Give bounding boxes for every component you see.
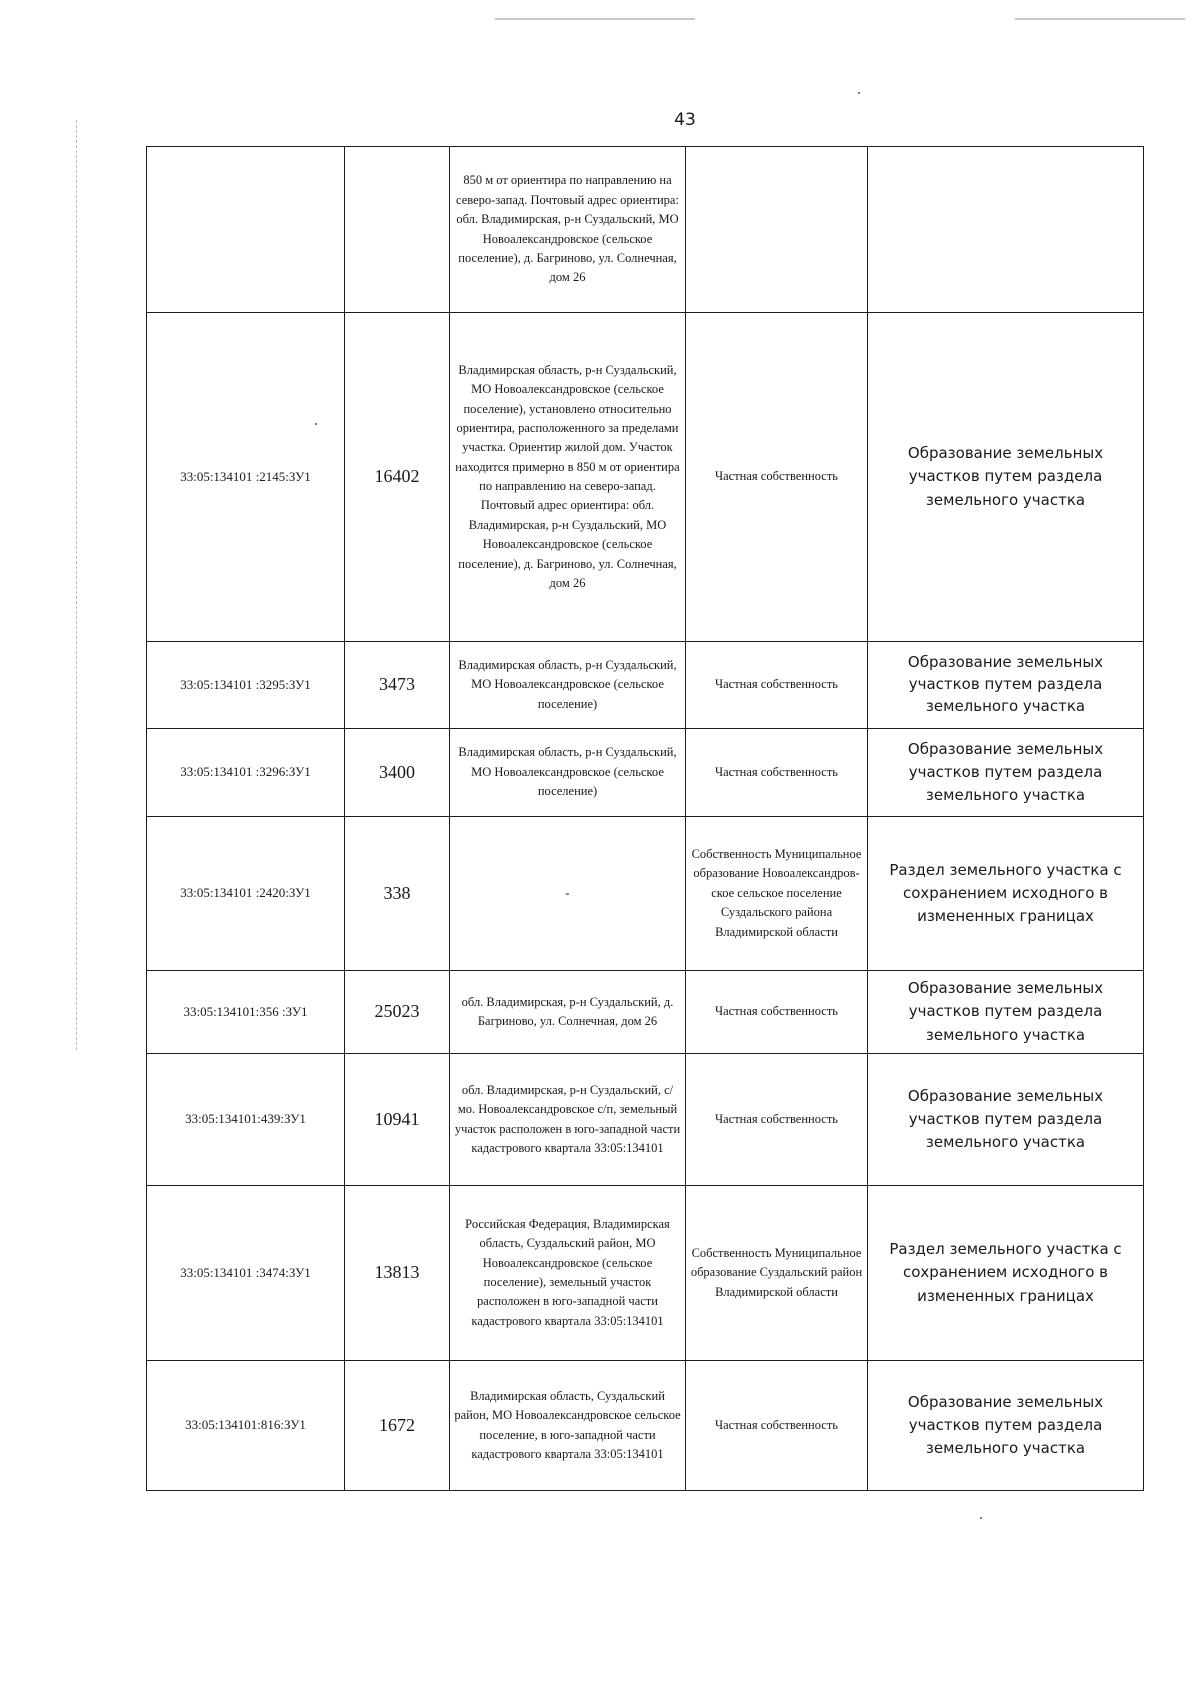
address-cell: обл. Владимирская, р-н Суздальский, с/мо. Новоалександровское с/п, земельный участок расположен в юго-западной части кадастрового квартала 33:05:134101 xyxy=(450,1054,686,1186)
table-row xyxy=(147,313,1144,642)
scan-speck xyxy=(980,1517,982,1519)
scan-speck xyxy=(858,92,860,94)
action-cell: Раздел земельного участка с сохранением исходного в измененных границах xyxy=(868,817,1144,971)
cadastral-number-cell: 33:05:134101 :2420:ЗУ1 xyxy=(147,817,345,971)
address-cell: Владимирская область, Суздальский район, МО Новоалександровское сельское поселение, в юго-западной части кадастрового квартала 33:05:134101 xyxy=(450,1361,686,1491)
table-row xyxy=(147,817,1144,971)
table-row xyxy=(147,971,1144,1054)
area-cell xyxy=(345,147,450,313)
address-cell: Владимирская область, р-н Суздальский, МО Новоалександровское (сельское поселение) xyxy=(450,642,686,729)
action-cell: Раздел земельного участка с сохранением исходного в измененных границах xyxy=(868,1186,1144,1361)
page-number: 43 xyxy=(674,110,696,130)
cadastral-number-cell: 33:05:134101:356 :ЗУ1 xyxy=(147,971,345,1054)
ownership-cell: Частная собственность xyxy=(686,1361,868,1491)
cadastral-number-cell: 33:05:134101 :2145:ЗУ1 xyxy=(147,313,345,642)
ownership-cell: Частная собственность xyxy=(686,642,868,729)
address-cell: Владимирская область, р-н Суздальский, МО Новоалександровское (сельское поселение) xyxy=(450,729,686,817)
table-row xyxy=(147,147,1144,313)
cadastral-number-cell: 33:05:134101:816:ЗУ1 xyxy=(147,1361,345,1491)
action-cell: Образование земельных участков путем раздела земельного участка xyxy=(868,642,1144,729)
scan-artifact xyxy=(495,18,695,20)
action-cell: Образование земельных участков путем раздела земельного участка xyxy=(868,971,1144,1054)
ownership-cell xyxy=(686,147,868,313)
area-cell: 3400 xyxy=(345,729,450,817)
action-cell xyxy=(868,147,1144,313)
ownership-cell: Частная собственность xyxy=(686,729,868,817)
area-cell: 16402 xyxy=(345,313,450,642)
action-cell: Образование земельных участков путем раздела земельного участка xyxy=(868,1054,1144,1186)
area-cell: 1672 xyxy=(345,1361,450,1491)
address-cell: Российская Федерация, Владимирская область, Суздальский район, МО Новоалександровское (сельское поселение), земельный участок расположен в юго-западной части кадастрового квартала 33:05:134101 xyxy=(450,1186,686,1361)
scan-margin-line xyxy=(76,120,77,1050)
address-cell: - xyxy=(450,817,686,971)
cadastral-number-cell: 33:05:134101 :3474:ЗУ1 xyxy=(147,1186,345,1361)
ownership-cell: Собственность Муниципальное образование Новоалександров-ское сельское поселение Суздальского района Владимирской области xyxy=(686,817,868,971)
cadastral-number-cell xyxy=(147,147,345,313)
ownership-cell: Собственность Муниципальное образование Суздальский район Владимирской области xyxy=(686,1186,868,1361)
table-row xyxy=(147,1186,1144,1361)
cadastral-number-cell: 33:05:134101 :3295:ЗУ1 xyxy=(147,642,345,729)
area-cell: 25023 xyxy=(345,971,450,1054)
ownership-cell: Частная собственность xyxy=(686,1054,868,1186)
action-cell: Образование земельных участков путем раздела земельного участка xyxy=(868,1361,1144,1491)
area-cell: 3473 xyxy=(345,642,450,729)
table-row xyxy=(147,1361,1144,1491)
area-cell: 13813 xyxy=(345,1186,450,1361)
cadastral-number-cell: 33:05:134101 :3296:ЗУ1 xyxy=(147,729,345,817)
cadastral-number-cell: 33:05:134101:439:ЗУ1 xyxy=(147,1054,345,1186)
table-row xyxy=(147,729,1144,817)
ownership-cell: Частная собственность xyxy=(686,313,868,642)
ownership-cell: Частная собственность xyxy=(686,971,868,1054)
area-cell: 10941 xyxy=(345,1054,450,1186)
address-cell: обл. Владимирская, р-н Суздальский, д. Багриново, ул. Солнечная, дом 26 xyxy=(450,971,686,1054)
action-cell: Образование земельных участков путем раздела земельного участка xyxy=(868,729,1144,817)
address-cell: Владимирская область, р-н Суздальский, МО Новоалександровское (сельское поселение), установлено относительно ориентира, расположенного за пределами участка. Ориентир жилой дом. Участок находится примерно в 850 м от ориентира по направлению на северо-запад. Почтовый адрес ориентира: обл. Владимирская, р-н Суздальский, МО Новоалександровское (сельское поселение), д. Багриново, ул. Солнечная, дом 26 xyxy=(450,313,686,642)
address-cell: 850 м от ориентира по направлению на северо-запад. Почтовый адрес ориентира: обл. Владимирская, р-н Суздальский, МО Новоалександровское (сельское поселение), д. Багриново, ул. Солнечная, дом 26 xyxy=(450,147,686,313)
land-parcel-table xyxy=(146,146,1144,1491)
table-row xyxy=(147,1054,1144,1186)
area-cell: 338 xyxy=(345,817,450,971)
scan-artifact xyxy=(1015,18,1185,20)
table-row xyxy=(147,642,1144,729)
action-cell: Образование земельных участков путем раздела земельного участка xyxy=(868,313,1144,642)
